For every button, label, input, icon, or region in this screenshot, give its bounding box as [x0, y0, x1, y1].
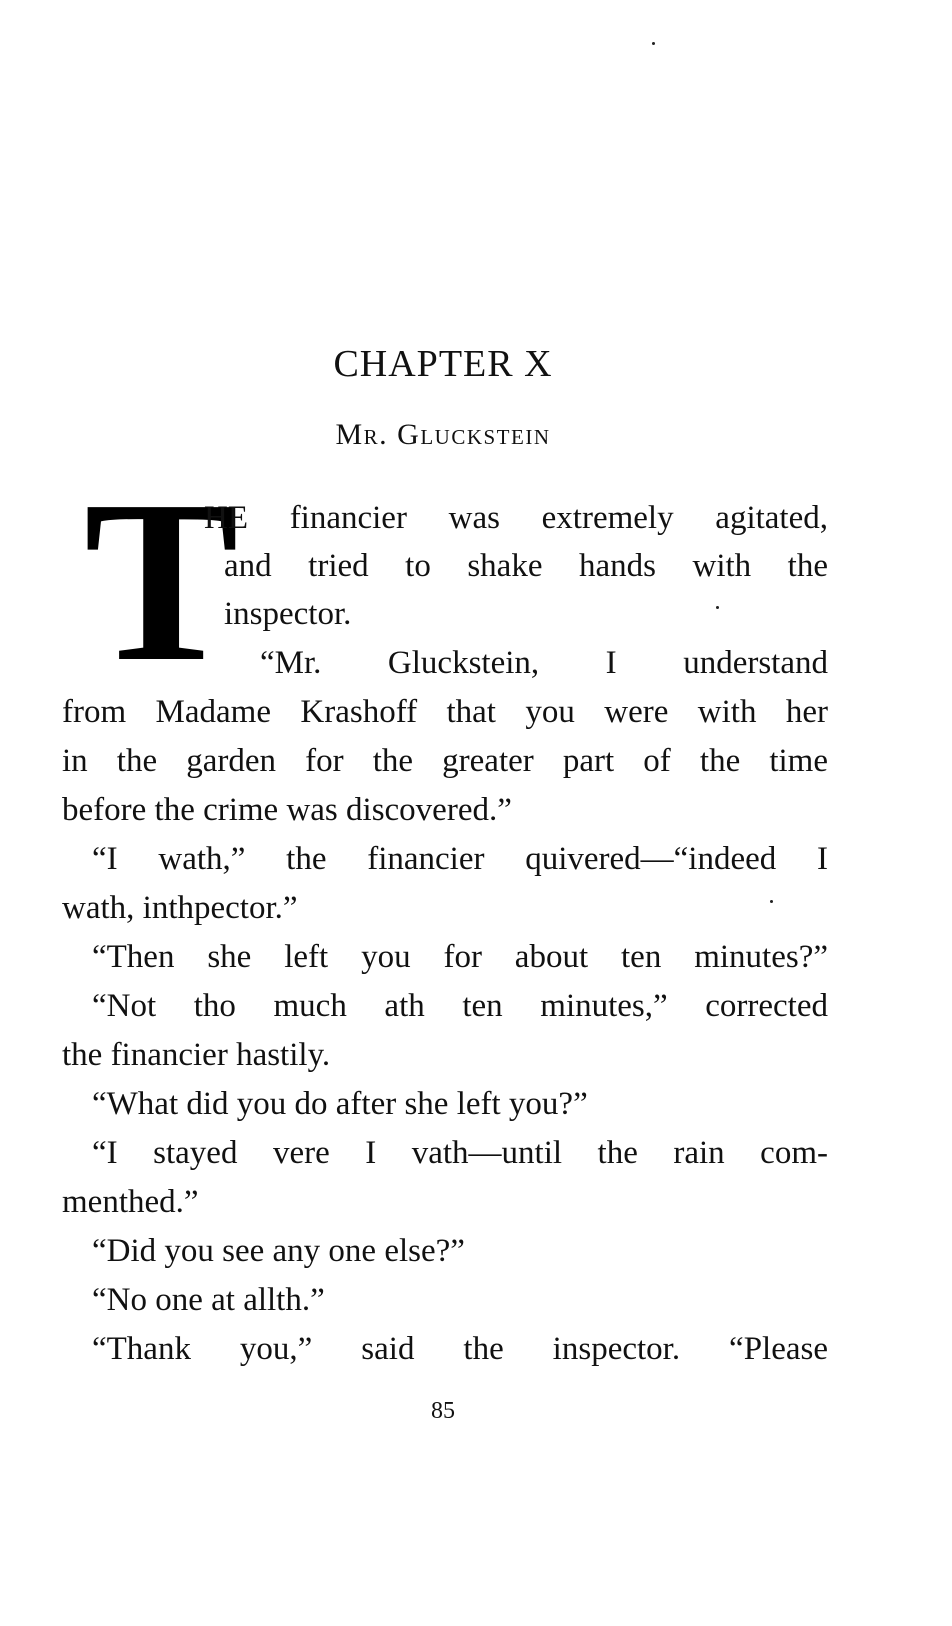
text-line: “What did you do after she left you?”: [92, 1086, 588, 1122]
text-line: in the garden for the greater part of the time: [62, 743, 828, 779]
text-line: menthed.”: [62, 1184, 199, 1220]
text-line: and tried to shake hands with the: [224, 548, 828, 584]
print-speck: [652, 42, 655, 45]
page-number: 85: [431, 1398, 455, 1424]
text-line: inspector.: [224, 596, 352, 632]
text-line: “No one at allth.”: [92, 1282, 325, 1318]
text-line: “Did you see any one else?”: [92, 1233, 465, 1269]
chapter-subtitle: Mr. Gluckstein: [335, 418, 551, 451]
drop-cap-letter: T: [84, 453, 239, 710]
text-line: “I wath,” the financier quivered—“indeed I: [92, 841, 828, 877]
text-line: “Then she left you for about ten minutes?”: [92, 939, 828, 975]
chapter-title: CHAPTER X: [333, 343, 553, 385]
text-line: before the crime was discovered.”: [62, 792, 512, 828]
text-line: wath, inthpector.”: [62, 890, 298, 926]
text-line: “Mr. Gluckstein, I understand: [260, 645, 828, 681]
text-line: “I stayed vere I vath—until the rain com-: [92, 1135, 828, 1171]
text-line: the financier hastily.: [62, 1037, 331, 1073]
text-line: “Not tho much ath ten minutes,” corrected: [92, 988, 828, 1024]
print-speck: [716, 606, 719, 609]
text-line: “Thank you,” said the inspector. “Please: [92, 1331, 828, 1367]
text-line: from Madame Krashoff that you were with her: [62, 694, 828, 730]
text-line: HE financier was extremely agitated,: [204, 500, 828, 536]
print-speck: [770, 900, 773, 903]
